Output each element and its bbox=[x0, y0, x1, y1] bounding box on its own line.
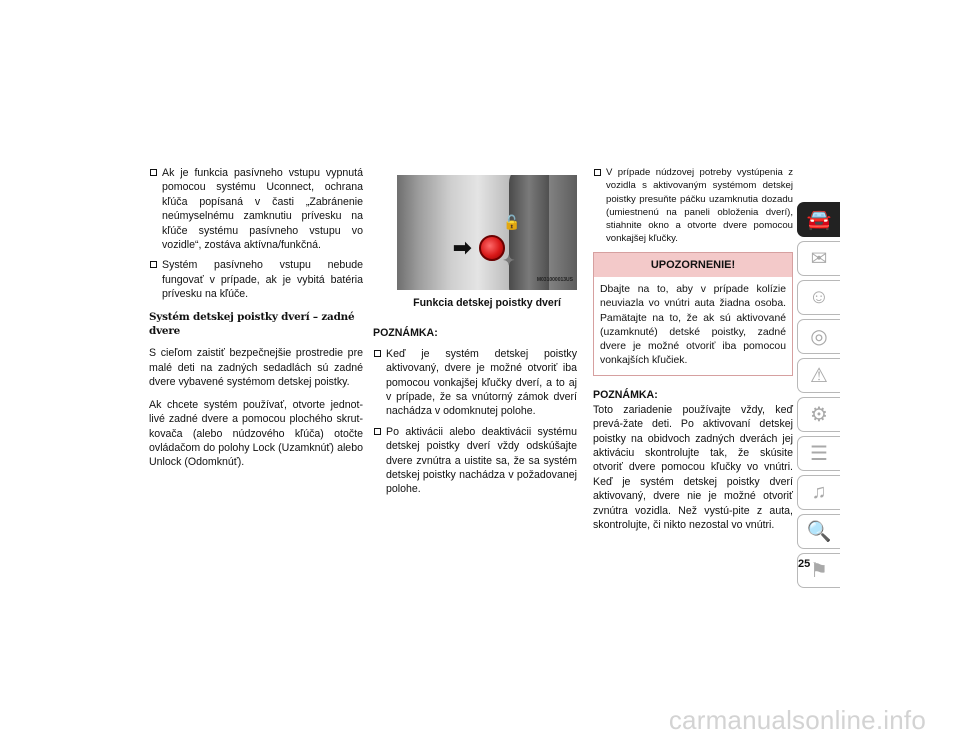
multimedia-icon: ♫ bbox=[811, 481, 827, 503]
bullet-passive-entry-battery: Systém pasívneho vstupu nebude fungovať v prípade, ak je vybitá batéria prívesku na kľúče. bbox=[149, 258, 363, 301]
car-crash-icon: ⚠ bbox=[810, 365, 828, 387]
checkbox-bullet-icon bbox=[374, 428, 381, 435]
warning-title: UPOZORNENIE! bbox=[594, 253, 792, 277]
checkbox-bullet-icon bbox=[150, 169, 157, 176]
dashboard-lights-icon: ✉ bbox=[810, 248, 828, 270]
figure-caption: Funkcia detskej poistky dverí bbox=[413, 297, 561, 309]
tab-multimedia[interactable] bbox=[797, 475, 840, 510]
warning-box bbox=[593, 252, 793, 377]
bullet-emergency-exit: V prípade núdzovej potreby vystúpenia z vozidla s aktivovaným systémom detskej poistky presuňte páčku uzamknutia dozadu (umiestnenú na paneli obloženia dverí), stiahnite okno a otvorte dvere pomocou vonkajšej kľučky. bbox=[593, 166, 793, 246]
languages-icon: ⚑ bbox=[810, 560, 828, 582]
tab-steering-wheel[interactable] bbox=[797, 319, 840, 354]
note-title: POZNÁMKA: bbox=[373, 327, 438, 340]
arrow-right-icon: ➡ bbox=[453, 235, 472, 260]
bullet-child-lock-test: Po aktivácii alebo deaktivácii systému detskej poistky dverí vždy odskúšajte dvere zvnútra a uistite sa, že sa systém detskej poistky nachádza v požadovanej polohe. bbox=[373, 425, 577, 497]
bullet-child-lock-active: Keď je systém detskej poistky aktivovaný, dvere je možné otvoriť iba pomocou vonkajšej kľučky dverí, a to aj v prípade, že sa vnútorný zámok dverí nachádza v odomknutej polohe. bbox=[373, 347, 577, 419]
tab-tools-service[interactable] bbox=[797, 397, 840, 432]
tab-search[interactable] bbox=[797, 514, 840, 549]
warning-text: Dbajte na to, aby v prípade kolízie neuviazla vo vnútri auta žiadna osoba. Pamätajte na to, že ak sú aktivované (uzamknuté) detské poistky, zadné dvere je možné otvoriť iba pomocou vonkajších kľučiek. bbox=[600, 284, 786, 367]
tab-dashboard-lights[interactable] bbox=[797, 241, 840, 276]
checkbox-bullet-icon bbox=[374, 350, 381, 357]
child-lock-knob bbox=[479, 235, 505, 261]
child-symbol-icon: ✦ bbox=[503, 252, 515, 268]
right-column bbox=[593, 166, 793, 540]
usage-paragraph: Ak chcete systém používať, otvorte jednot-livé zadné dvere a pomocou plochého skrut-kovača (alebo núdzového kľúča) otočte ovládačom do polohy Lock (Uzamknúť) alebo Unlock (Odomknúť). bbox=[149, 398, 363, 469]
steering-wheel-icon: ◎ bbox=[810, 326, 828, 348]
search-icon: 🔍 bbox=[806, 521, 832, 543]
watermark: carmanualsonline.info bbox=[668, 705, 926, 735]
bullet-passive-entry-off: Ak je funkcia pasívneho vstupu vypnutá pomocou systému Uconnect, ochrana kľúča popísaná v časti „Zabránenie neúmyselnému zamknutiu prívesku na kľúče systému pasívneho vstupu vo vozidle“, zostáva aktívna/funkčná. bbox=[149, 166, 363, 252]
chapter-tabs bbox=[797, 202, 840, 592]
tab-maintenance-list[interactable] bbox=[797, 436, 840, 471]
car-info-icon: 🚘 bbox=[806, 209, 832, 231]
unlock-symbol-icon: 🔓 bbox=[503, 214, 521, 230]
figure-code: M031000013US bbox=[536, 276, 573, 283]
airbag-icon: ☺ bbox=[808, 286, 830, 308]
checkbox-bullet-icon bbox=[150, 261, 157, 268]
note-title: POZNÁMKA: bbox=[593, 389, 658, 402]
left-column bbox=[149, 166, 363, 478]
tab-airbag[interactable] bbox=[797, 280, 840, 315]
tab-car-info[interactable] bbox=[797, 202, 840, 237]
child-lock-figure bbox=[397, 175, 577, 290]
section-heading: Systém detskej poistky dverí – zadné dvere bbox=[149, 310, 355, 338]
intro-paragraph: S cieľom zaistiť bezpečnejšie prostredie pre malé deti na zadných sedadlách sú zadné dvere vybavené systémom detskej poistky. bbox=[149, 347, 363, 389]
note-text: Toto zariadenie používajte vždy, keď prevá-žate deti. Po aktivovaní detskej poistky na obidvoch zadných dverách jej aktiváciu skontrolujte tak, že skúsite otvoriť dvere pomocou kľučky vo vnútri. Keď je systém detskej poistky dverí aktivovaný, dvere nie je možné otvoriť zvnútra vozidla. Než vystú-pite z auta, skontrolujte, či nikto nezostal vo vnútri. bbox=[593, 403, 793, 532]
middle-column bbox=[373, 175, 577, 503]
tab-car-crash[interactable] bbox=[797, 358, 840, 393]
maintenance-list-icon: ☰ bbox=[810, 443, 828, 465]
tools-service-icon: ⚙ bbox=[810, 404, 828, 426]
page-number: 25 bbox=[798, 558, 811, 570]
checkbox-bullet-icon bbox=[594, 169, 601, 176]
